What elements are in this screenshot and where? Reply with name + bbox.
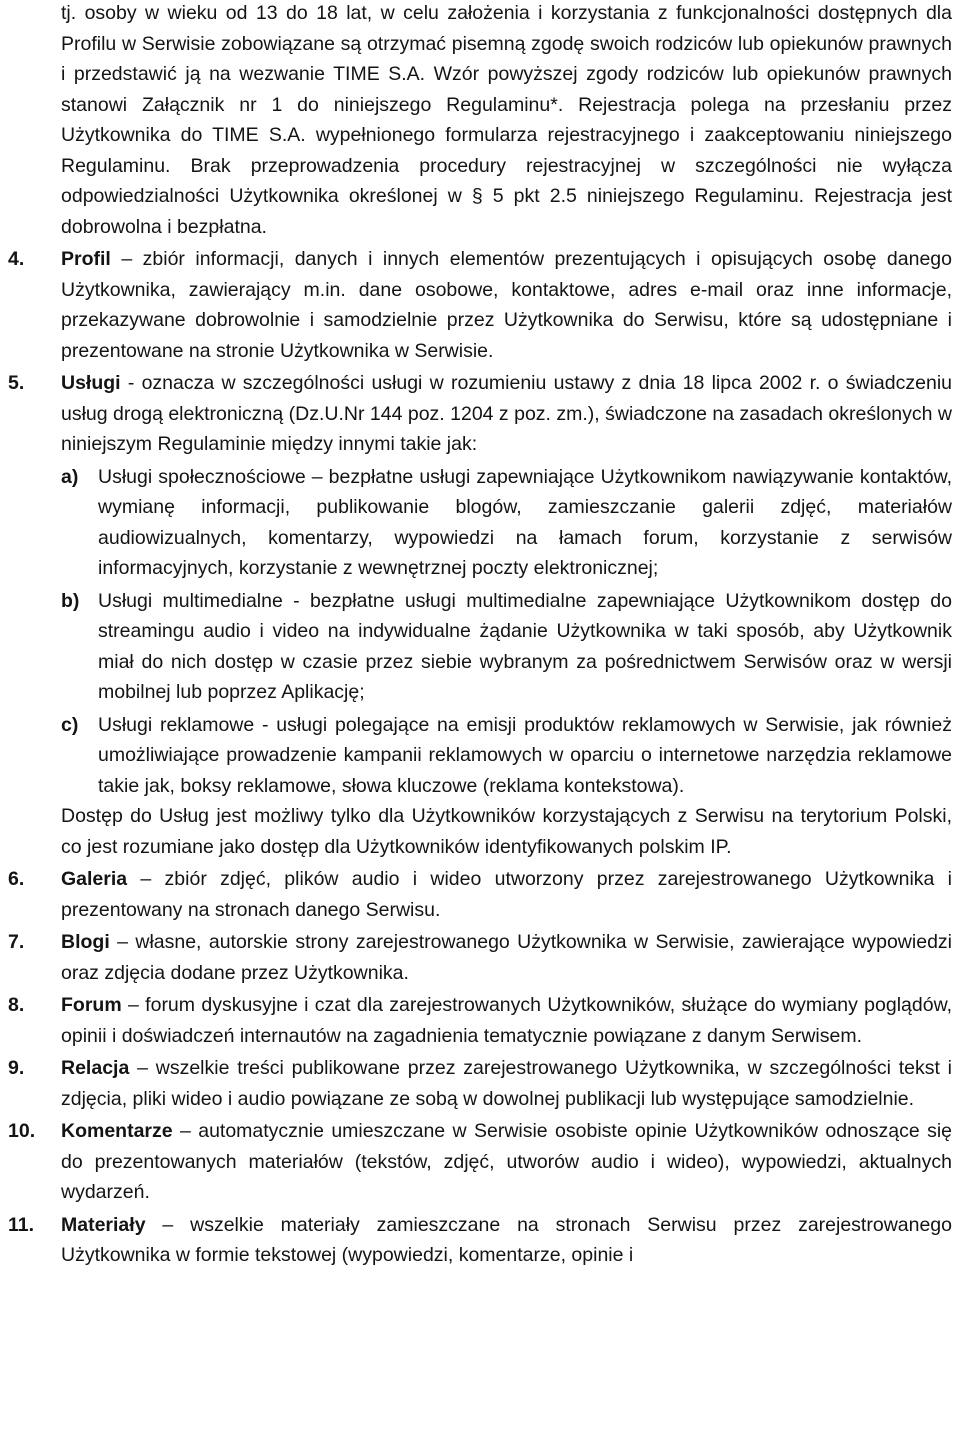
subitem-a: [61, 462, 952, 584]
item-number: 10.: [8, 1120, 36, 1142]
item-text: – własne, autorskie strony zarejestrowanego Użytkownika w Serwisie, zawierające wypowiedzi oraz zdjęcia dodane przez Użytkownika.: [61, 931, 952, 984]
services-access-note: Dostęp do Usług jest możliwy tylko dla Użytkowników korzystających z Serwisu na terytorium Polski, co jest rozumiane jako dostęp dla Użytkowników identyfikowanych polskim IP.: [61, 805, 952, 858]
subitem-letter: c): [61, 713, 79, 736]
definition-item-11: [8, 1210, 952, 1271]
subitem-b: [61, 586, 952, 708]
subitem-c: [61, 710, 952, 802]
item-number: 9.: [8, 1057, 25, 1079]
item-text: - oznacza w szczególności usługi w rozumieniu ustawy z dnia 18 lipca 2002 r. o świadczeniu usług drogą elektroniczną (Dz.U.Nr 144 poz. 1204 z poz. zm.), świadczone na zasadach określonych w niniejszym Regulaminie między innymi takie jak:: [61, 372, 952, 455]
item-term: Galeria: [61, 868, 128, 890]
item-text: – wszelkie materiały zamieszczane na stronach Serwisu przez zarejestrowanego Użytkownika w formie tekstowej (wypowiedzi, komentarze, opinie i: [61, 1213, 952, 1266]
item-term: Relacja: [61, 1057, 130, 1079]
item-number: 7.: [8, 931, 25, 953]
subitem-text: Usługi reklamowe - usługi polegające na emisji produktów reklamowych w Serwisie, jak również umożliwiające prowadzenie kampanii reklamowych w oparciu o internetowe narzędzia reklamowe takie jak, boksy reklamowe, słowa kluczowe (reklama kontekstowa).: [98, 713, 952, 797]
item-term: Materiały: [61, 1213, 146, 1236]
item-number: 5.: [8, 372, 25, 394]
definition-item-6: [8, 864, 952, 925]
item-term: Forum: [61, 994, 122, 1016]
definition-item-4: [8, 244, 952, 366]
item-term: Komentarze: [61, 1120, 173, 1142]
subitem-letter: a): [61, 465, 79, 488]
item-number: 8.: [8, 994, 25, 1016]
item-text: – forum dyskusyjne i czat dla zarejestrowanych Użytkowników, służące do wymiany poglądów, opinii i doświadczeń internautów na zagadnienia tematycznie powiązane z danym Serwisem.: [61, 994, 952, 1047]
subitem-letter: b): [61, 589, 80, 612]
item-number: 4.: [8, 248, 25, 270]
definition-item-5: [8, 368, 952, 460]
item-text: – automatycznie umieszczane w Serwisie osobiste opinie Użytkowników odnoszące się do prezentowanych materiałów (tekstów, zdjęć, utworów audio i wideo), wypowiedzi, aktualnych wydarzeń.: [61, 1120, 952, 1203]
item-number: 6.: [8, 868, 25, 890]
item-term: Usługi: [61, 372, 121, 394]
item-text: – zbiór informacji, danych i innych elementów prezentujących i opisujących osobę danego Użytkownika, zawierający m.in. dane osobowe, kontaktowe, adres e-mail oraz inne informacje, przekazywane dobrowolnie i samodzielnie przez Użytkownika do Serwisu, które są udostępniane i prezentowane na stronie Użytkownika w Serwisie.: [61, 248, 952, 362]
registration-paragraph: tj. osoby w wieku od 13 do 18 lat, w celu założenia i korzystania z funkcjonalności dostępnych dla Profilu w Serwisie zobowiązane są otrzymać pisemną zgodę swoich rodziców lub opiekunów prawnych i przedstawić ją na wezwanie TIME S.A. Wzór powyższej zgody rodziców lub opiekunów prawnych stanowi Załącznik nr 1 do niniejszego Regulaminu*. Rejestracja polega na przesłaniu przez Użytkownika do TIME S.A. wypełnionego formularza rejestracyjnego i zaakceptowaniu niniejszego Regulaminu. Brak przeprowadzenia procedury rejestracyjnej w szczególności nie wyłącza odpowiedzialności Użytkownika określonej w § 5 pkt 2.5 niniejszego Regulaminu. Rejestracja jest dobrowolna i bezpłatna.: [61, 2, 952, 238]
item-text: – wszelkie treści publikowane przez zarejestrowanego Użytkownika, w szczególności tekst i zdjęcia, pliki wideo i audio powiązane ze sobą w dowolnej publikacji lub występujące samodzielnie.: [61, 1057, 952, 1110]
definition-item-9: [8, 1053, 952, 1114]
definition-item-8: [8, 990, 952, 1051]
item-text: – zbiór zdjęć, plików audio i wideo utworzony przez zarejestrowanego Użytkownika i prezentowany na stronach danego Serwisu.: [61, 868, 952, 921]
subitem-text: Usługi społecznościowe – bezpłatne usługi zapewniające Użytkownikom nawiązywanie kontaktów, wymianę informacji, publikowanie blogów, zamieszczanie galerii zdjęć, materiałów audiowizualnych, komentarzy, wypowiedzi na łamach forum, korzystanie z serwisów informacyjnych, korzystanie z wewnętrznej poczty elektronicznej;: [98, 465, 952, 579]
item-term: Blogi: [61, 931, 110, 953]
item-term: Profil: [61, 248, 111, 270]
item-number: 11.: [8, 1213, 35, 1236]
definition-item-7: [8, 927, 952, 988]
subitem-text: Usługi multimedialne - bezpłatne usługi multimedialne zapewniające Użytkownikom dostęp do streamingu audio i video na indywidualne żądanie Użytkownika w taki sposób, aby Użytkownik miał do nich dostęp w czasie przez siebie wybranym za pośrednictwem Serwisów oraz w wersji mobilnej lub poprzez Aplikację;: [98, 589, 952, 703]
definition-item-10: [8, 1116, 952, 1208]
